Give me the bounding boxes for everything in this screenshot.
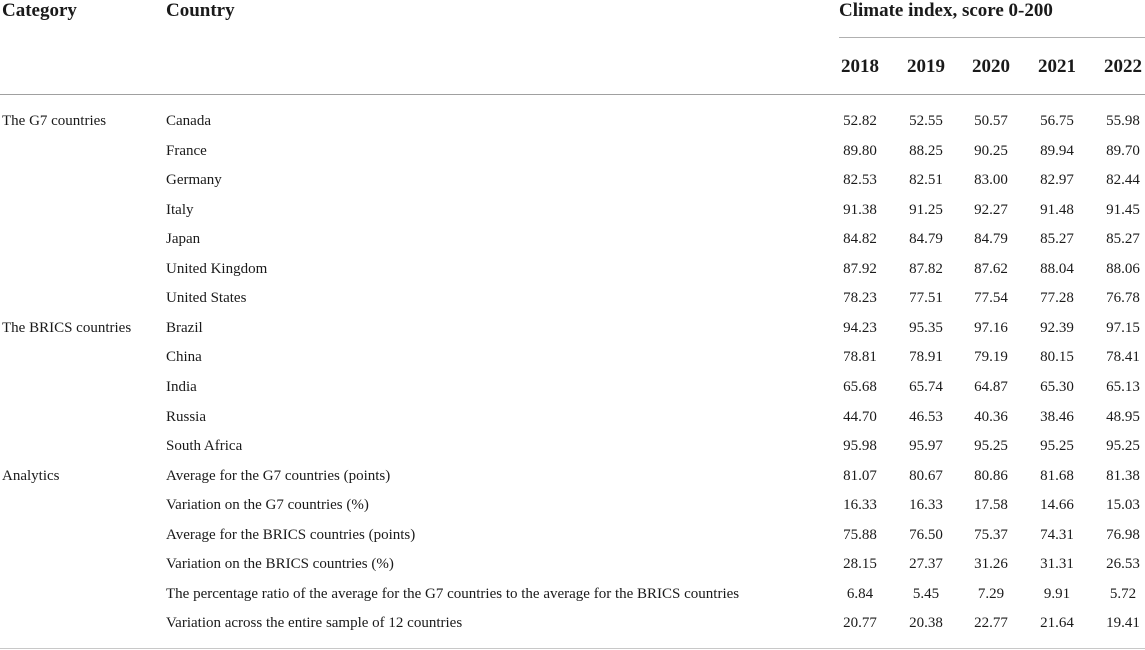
- value-cell-2019: 65.74: [909, 379, 943, 395]
- value-cell-2022: 15.03: [1106, 497, 1140, 513]
- value-cell-2022: 82.44: [1106, 172, 1140, 188]
- value-cell-2018: 87.92: [843, 261, 877, 277]
- value-cell-2020: 22.77: [974, 615, 1008, 631]
- value-cell-2022: 89.70: [1106, 143, 1140, 159]
- value-cell-2021: 82.97: [1040, 172, 1074, 188]
- value-cell-2018: 78.23: [843, 290, 877, 306]
- value-cell-2022: 19.41: [1106, 615, 1140, 631]
- value-cell-2021: 9.91: [1043, 586, 1071, 602]
- value-cell-2019: 88.25: [909, 143, 943, 159]
- value-cell-2020: 92.27: [974, 202, 1008, 218]
- value-cell-2018: 89.80: [843, 143, 877, 159]
- value-cell-2019: 20.38: [909, 615, 943, 631]
- country-cell: Russia: [166, 409, 207, 425]
- value-cell-2018: 44.70: [843, 409, 877, 425]
- header-year-2020: 2020: [972, 56, 1010, 77]
- value-cell-2018: 16.33: [843, 497, 877, 513]
- value-cell-2021: 65.30: [1040, 379, 1074, 395]
- country-cell: South Africa: [166, 438, 243, 454]
- value-cell-2020: 31.26: [974, 556, 1008, 572]
- value-cell-2020: 77.54: [974, 290, 1008, 306]
- value-cell-2022: 65.13: [1106, 379, 1140, 395]
- country-cell: Japan: [166, 231, 201, 247]
- value-cell-2020: 17.58: [974, 497, 1008, 513]
- value-cell-2019: 84.79: [909, 231, 943, 247]
- value-cell-2019: 95.97: [909, 438, 943, 454]
- value-cell-2021: 95.25: [1040, 438, 1074, 454]
- country-cell: China: [166, 349, 202, 365]
- value-cell-2021: 56.75: [1040, 113, 1074, 129]
- value-cell-2022: 5.72: [1109, 586, 1137, 602]
- value-cell-2019: 95.35: [909, 320, 943, 336]
- value-cell-2018: 78.81: [843, 349, 877, 365]
- country-cell: Brazil: [166, 320, 203, 336]
- value-cell-2019: 16.33: [909, 497, 943, 513]
- value-cell-2021: 89.94: [1040, 143, 1074, 159]
- country-cell: The percentage ratio of the average for the G7 countries to the average for the BRICS countries: [166, 586, 740, 602]
- country-cell: Italy: [166, 202, 194, 218]
- value-cell-2020: 97.16: [974, 320, 1008, 336]
- value-cell-2019: 52.55: [909, 113, 943, 129]
- header-year-2022: 2022: [1104, 56, 1142, 77]
- value-cell-2019: 5.45: [912, 586, 940, 602]
- value-cell-2021: 74.31: [1040, 527, 1074, 543]
- value-cell-2022: 48.95: [1106, 409, 1140, 425]
- header-country: Country: [166, 0, 235, 21]
- header-category: Category: [2, 0, 77, 21]
- value-cell-2020: 50.57: [974, 113, 1008, 129]
- value-cell-2019: 46.53: [909, 409, 943, 425]
- value-cell-2018: 82.53: [843, 172, 877, 188]
- value-cell-2019: 77.51: [909, 290, 943, 306]
- country-cell: Variation on the G7 countries (%): [166, 497, 369, 513]
- country-cell: Variation across the entire sample of 12 countries: [166, 615, 463, 631]
- value-cell-2022: 26.53: [1106, 556, 1140, 572]
- header-year-2021: 2021: [1038, 56, 1076, 77]
- value-cell-2019: 80.67: [909, 468, 943, 484]
- value-cell-2022: 95.25: [1106, 438, 1140, 454]
- value-cell-2022: 81.38: [1106, 468, 1140, 484]
- value-cell-2020: 83.00: [974, 172, 1008, 188]
- country-cell: Germany: [166, 172, 222, 188]
- value-cell-2020: 84.79: [974, 231, 1008, 247]
- value-cell-2021: 14.66: [1040, 497, 1074, 513]
- value-cell-2021: 81.68: [1040, 468, 1074, 484]
- value-cell-2022: 76.98: [1106, 527, 1140, 543]
- category-cell: The BRICS countries: [2, 320, 132, 336]
- value-cell-2020: 80.86: [974, 468, 1008, 484]
- value-cell-2022: 55.98: [1106, 113, 1140, 129]
- value-cell-2021: 21.64: [1040, 615, 1074, 631]
- value-cell-2022: 76.78: [1106, 290, 1140, 306]
- category-cell: Analytics: [2, 468, 60, 484]
- value-cell-2018: 95.98: [843, 438, 877, 454]
- value-cell-2018: 94.23: [843, 320, 877, 336]
- country-cell: Variation on the BRICS countries (%): [166, 556, 394, 572]
- value-cell-2021: 88.04: [1040, 261, 1074, 277]
- value-cell-2021: 91.48: [1040, 202, 1074, 218]
- country-cell: Average for the G7 countries (points): [166, 468, 391, 484]
- value-cell-2020: 90.25: [974, 143, 1008, 159]
- value-cell-2018: 75.88: [843, 527, 877, 543]
- country-cell: India: [166, 379, 197, 395]
- value-cell-2020: 40.36: [974, 409, 1008, 425]
- value-cell-2021: 77.28: [1040, 290, 1074, 306]
- value-cell-2020: 64.87: [974, 379, 1008, 395]
- value-cell-2018: 52.82: [843, 113, 877, 129]
- country-cell: United Kingdom: [166, 261, 268, 277]
- country-cell: France: [166, 143, 207, 159]
- value-cell-2019: 87.82: [909, 261, 943, 277]
- value-cell-2018: 6.84: [846, 586, 874, 602]
- value-cell-2020: 7.29: [977, 586, 1005, 602]
- header-bottom-rule: [0, 94, 1145, 95]
- value-cell-2021: 92.39: [1040, 320, 1074, 336]
- value-cell-2020: 95.25: [974, 438, 1008, 454]
- value-cell-2022: 85.27: [1106, 231, 1140, 247]
- header-climate-index: Climate index, score 0-200: [839, 0, 1053, 21]
- header-year-2019: 2019: [907, 56, 945, 77]
- header-year-2018: 2018: [841, 56, 879, 77]
- value-cell-2019: 82.51: [909, 172, 943, 188]
- value-cell-2019: 78.91: [909, 349, 943, 365]
- group-header-rule: [839, 37, 1145, 38]
- country-cell: United States: [166, 290, 247, 306]
- value-cell-2019: 27.37: [909, 556, 943, 572]
- value-cell-2022: 91.45: [1106, 202, 1140, 218]
- value-cell-2018: 91.38: [843, 202, 877, 218]
- value-cell-2022: 78.41: [1106, 349, 1140, 365]
- value-cell-2021: 85.27: [1040, 231, 1074, 247]
- value-cell-2018: 81.07: [843, 468, 877, 484]
- value-cell-2018: 28.15: [843, 556, 877, 572]
- value-cell-2019: 76.50: [909, 527, 943, 543]
- value-cell-2020: 75.37: [974, 527, 1008, 543]
- table-bottom-rule: [0, 648, 1145, 649]
- value-cell-2019: 91.25: [909, 202, 943, 218]
- value-cell-2022: 97.15: [1106, 320, 1140, 336]
- value-cell-2021: 31.31: [1040, 556, 1074, 572]
- value-cell-2020: 87.62: [974, 261, 1008, 277]
- value-cell-2018: 20.77: [843, 615, 877, 631]
- value-cell-2022: 88.06: [1106, 261, 1140, 277]
- country-cell: Canada: [166, 113, 211, 129]
- value-cell-2020: 79.19: [974, 349, 1008, 365]
- value-cell-2021: 38.46: [1040, 409, 1074, 425]
- value-cell-2018: 65.68: [843, 379, 877, 395]
- value-cell-2021: 80.15: [1040, 349, 1074, 365]
- country-cell: Average for the BRICS countries (points): [166, 527, 416, 543]
- category-cell: The G7 countries: [2, 113, 107, 129]
- value-cell-2018: 84.82: [843, 231, 877, 247]
